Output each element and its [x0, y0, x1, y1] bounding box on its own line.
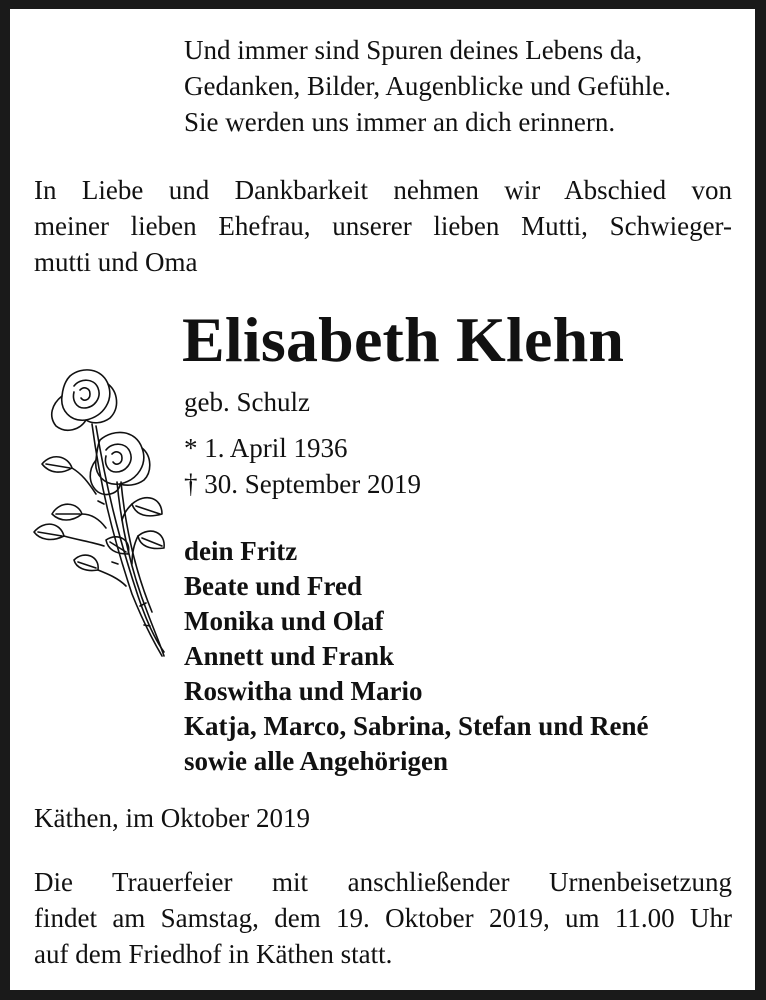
intro-line: mutti und Oma — [34, 247, 198, 277]
farewell-intro — [34, 172, 732, 280]
funeral-line: Die Trauerfeier mit anschließender Urnenbeisetzung — [34, 867, 732, 897]
mourner: Roswitha und Mario — [184, 676, 423, 706]
birth-date: * 1. April 1936 — [184, 433, 348, 463]
life-dates — [184, 430, 421, 502]
mourner: Annett und Frank — [184, 641, 395, 671]
memorial-poem — [184, 32, 744, 140]
funeral-notice — [34, 864, 732, 972]
roses-illustration — [22, 364, 172, 664]
death-date: † 30. September 2019 — [184, 469, 421, 499]
mourners-list — [184, 534, 649, 779]
mourner: dein Fritz — [184, 536, 298, 566]
funeral-line: findet am Samstag, dem 19. Oktober 2019, um 11.00 Uhr — [34, 903, 732, 933]
mourner: Monika und Olaf — [184, 606, 384, 636]
intro-line: In Liebe und Dankbarkeit nehmen wir Abschied von — [34, 175, 732, 205]
intro-line: meiner lieben Ehefrau, unserer lieben Mutti, Schwieger- — [34, 211, 732, 241]
poem-line: Gedanken, Bilder, Augenblicke und Gefühle. — [184, 71, 672, 101]
deceased-name: Elisabeth Klehn — [182, 304, 625, 375]
poem-line: Und immer sind Spuren deines Lebens da, — [184, 35, 643, 65]
maiden-name: geb. Schulz — [184, 387, 310, 417]
mourner: Katja, Marco, Sabrina, Stefan und René — [184, 711, 649, 741]
poem-line: Sie werden uns immer an dich erinnern. — [184, 107, 616, 137]
funeral-line: auf dem Friedhof in Käthen statt. — [34, 939, 393, 969]
mourner: Beate und Fred — [184, 571, 363, 601]
mourner: sowie alle Angehörigen — [184, 746, 448, 776]
place-and-date: Käthen, im Oktober 2019 — [34, 803, 310, 833]
